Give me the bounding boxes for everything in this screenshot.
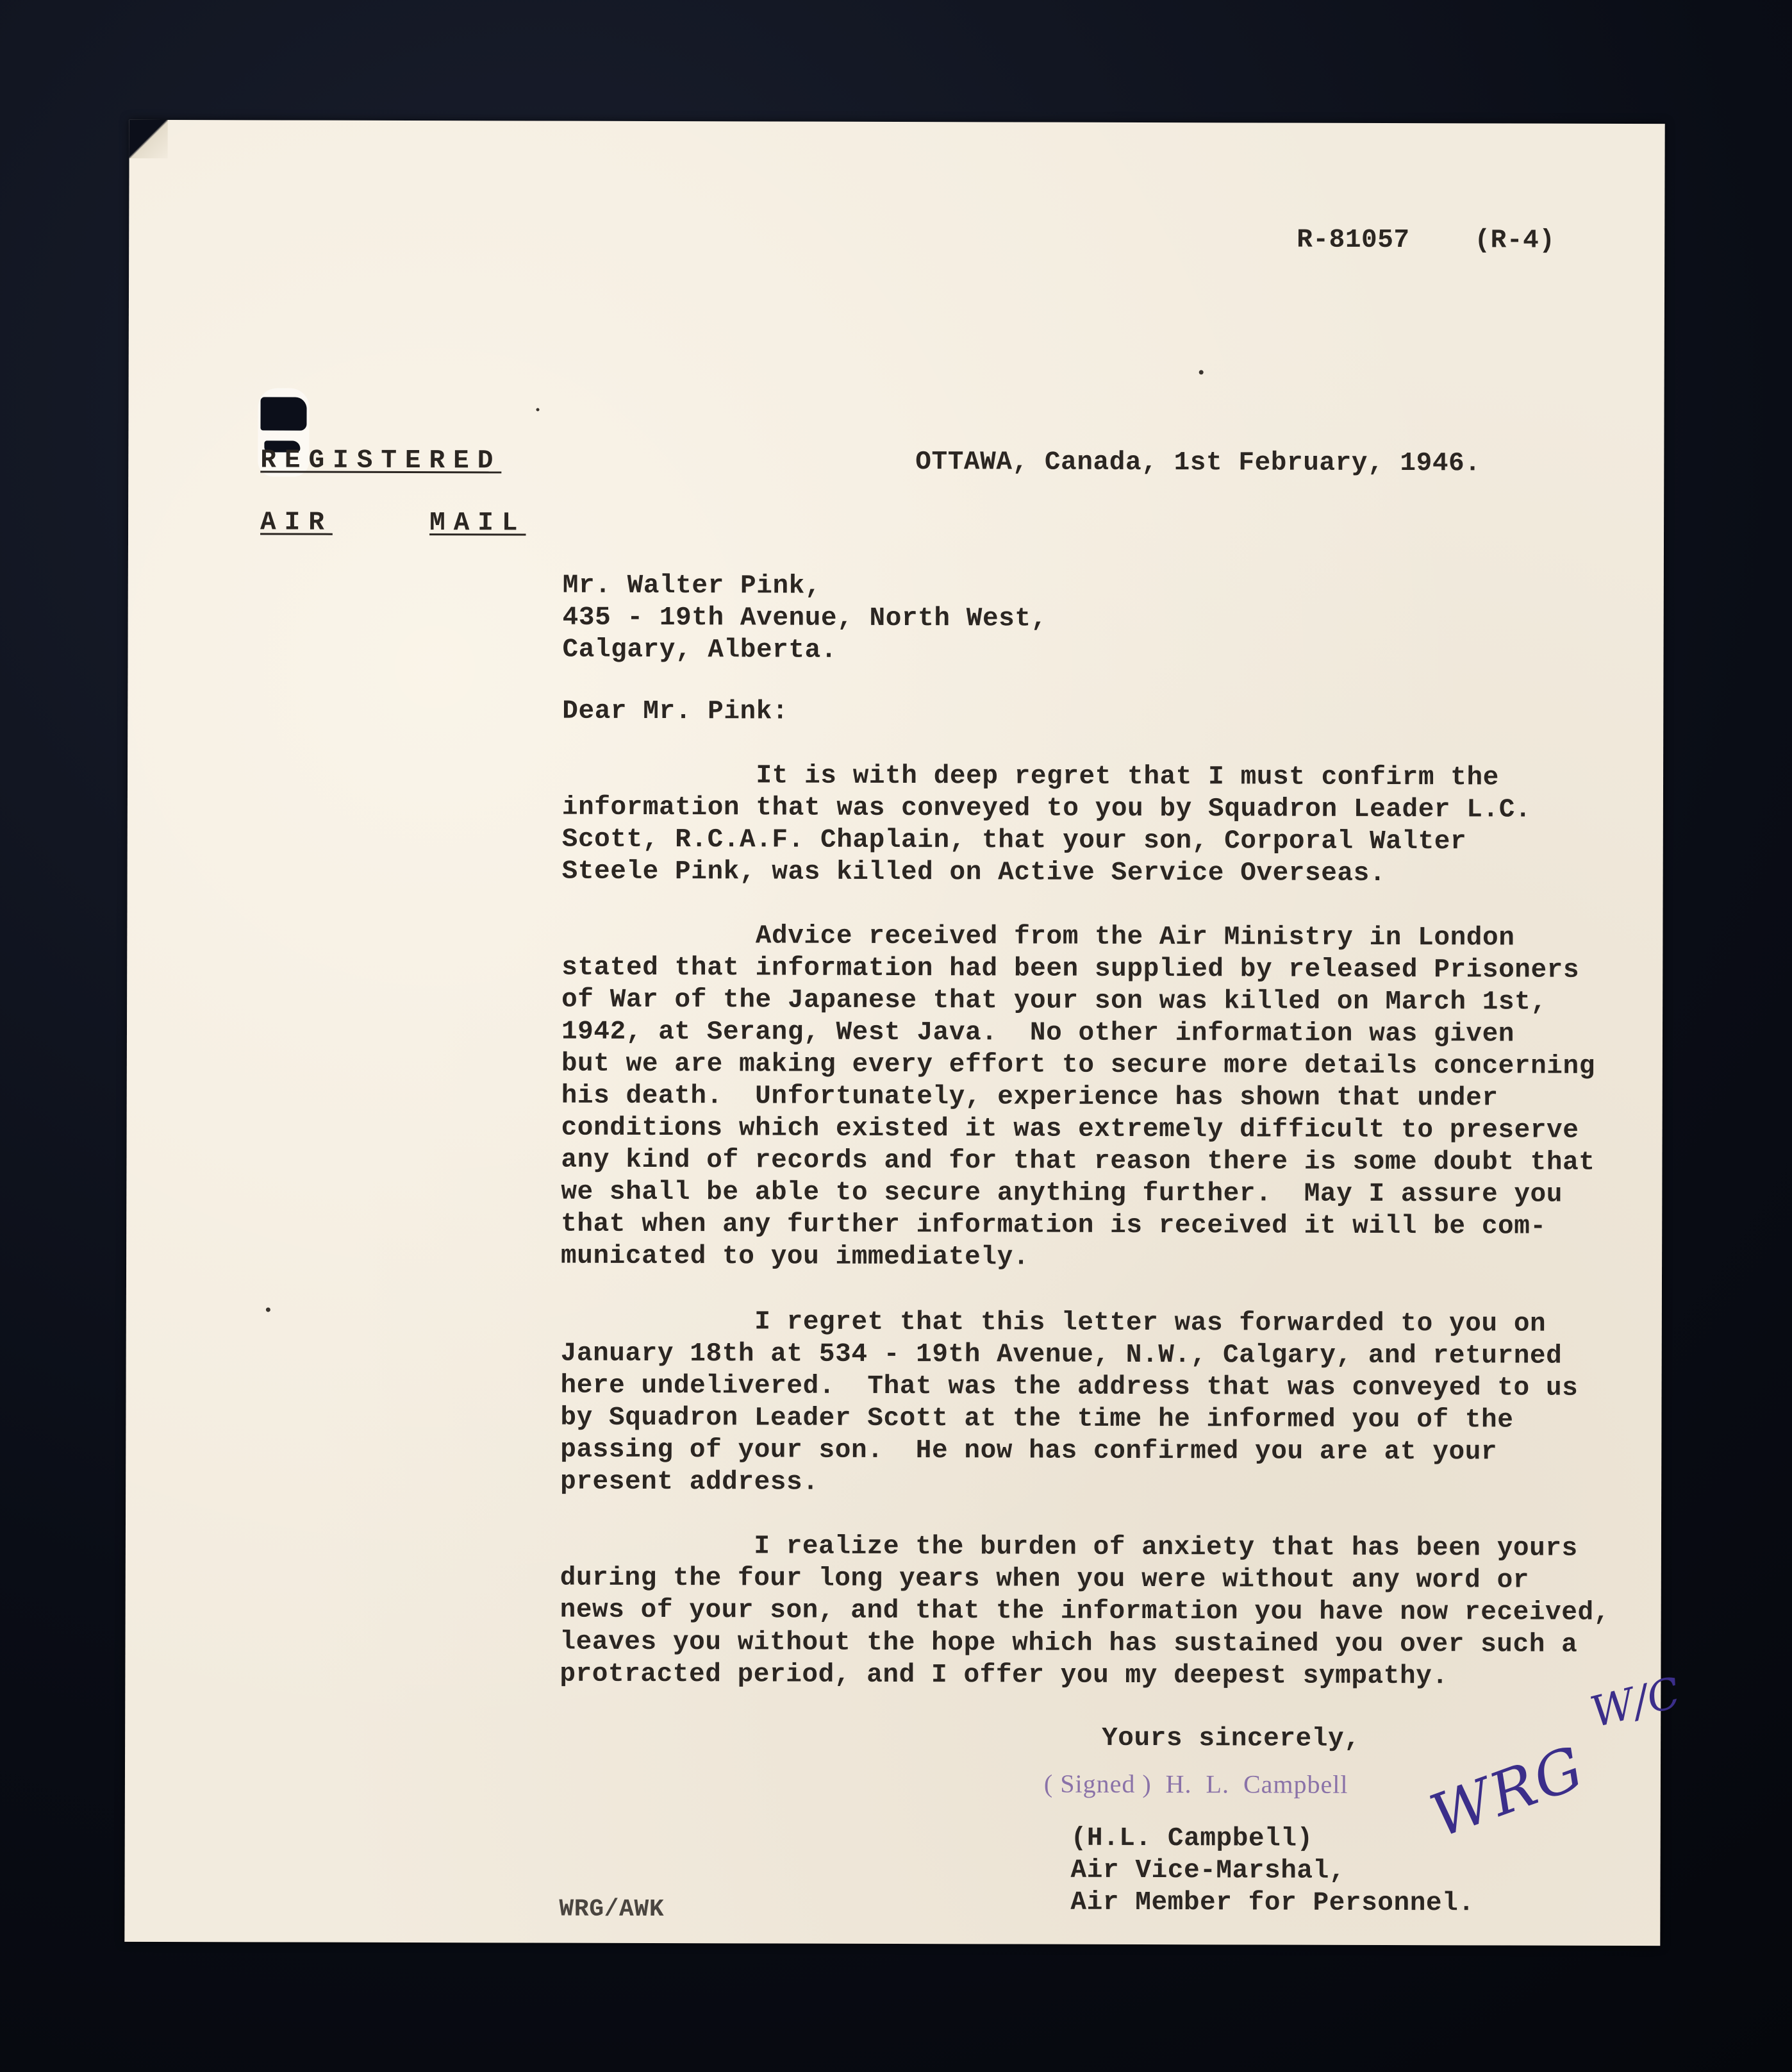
handwritten-rank: W/C	[1586, 1667, 1686, 1737]
handwritten-initials: WRG	[1422, 1732, 1594, 1851]
recipient-address: Mr. Walter Pink, 435 - 19th Avenue, North West, Calgary, Alberta.	[562, 571, 1047, 665]
typist-initials: WRG/AWK	[559, 1895, 665, 1924]
closing: Yours sincerely,	[1102, 1723, 1361, 1754]
letter-sheet	[124, 120, 1686, 1946]
salutation: Dear Mr. Pink:	[562, 696, 789, 727]
signed-stamp: ( Signed ) H. L. Campbell	[1043, 1769, 1348, 1799]
air-label: AIR	[260, 508, 333, 538]
file-reference: R-81057 (R-4)	[1297, 225, 1556, 256]
date-line: OTTAWA, Canada, 1st February, 1946.	[915, 447, 1481, 479]
paper-speck	[536, 408, 540, 412]
paper-speck	[1199, 370, 1204, 374]
registered-heading: REGISTERED	[260, 446, 502, 476]
folded-corner	[129, 120, 168, 158]
body-paragraph-2: Advice received from the Air Ministry in London stated that information had been supplied by released Prisoners of War of the Japanese that your son was killed on March 1st, 1942, at Serang, West Java. No other information was given but we are making every effort to secure more details concerning his death. Unfortunately, experience has shown that under conditions which existed it was extremely difficult to preserve any kind of records and for that reason there is some doubt that we shall be able to secure anything further. May I assure you that when any further information is received it will be com- municated to you immediately.	[561, 921, 1595, 1273]
mail-label: MAIL	[429, 508, 526, 539]
body-paragraph-3: I regret that this letter was forwarded to you on January 18th at 534 - 19th Avenue, N.W., Calgary, and returned here undelivered. That was the address that was conveyed to us by Squadron Leader Scott at the time he informed you of the passing of your son. He now has confirmed you are at your present address.	[560, 1307, 1579, 1498]
signature-block: (H.L. Campbell) Air Vice-Marshal, Air Member for Personnel.	[1070, 1823, 1475, 1919]
body-paragraph-4: I realize the burden of anxiety that has been yours during the four long years when you were without any word or news of your son, and that the information you have now received, leaves you without the hope which has sustained you over such a protracted period, and I offer you my deepest sympathy.	[560, 1531, 1610, 1692]
air-mail-heading	[260, 508, 526, 538]
body-paragraph-1: It is with deep regret that I must confirm the information that was conveyed to you by Squadron Leader L.C. Scott, R.C.A.F. Chaplain, that your son, Corporal Walter Steele Pink, was killed on Active Service Overseas.	[561, 760, 1532, 889]
paper-speck	[266, 1307, 270, 1312]
